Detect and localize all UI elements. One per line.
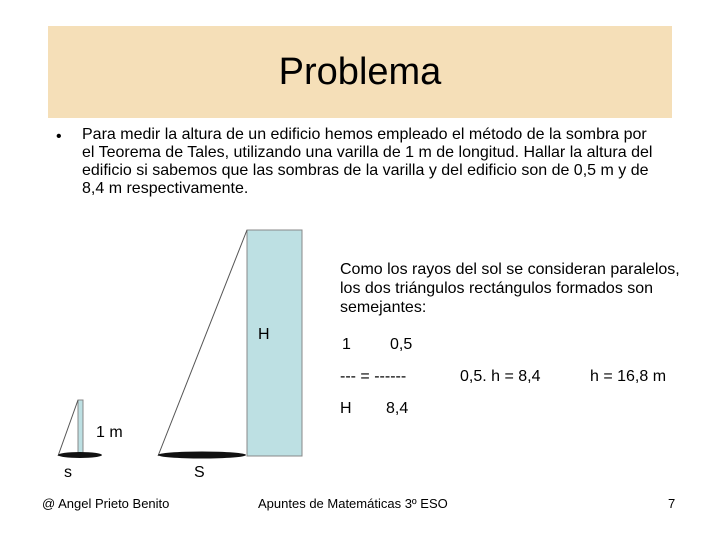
- rod-shadow-label: s: [64, 464, 72, 481]
- rod-rect: [78, 400, 83, 456]
- ratio-denominator-left: H: [340, 400, 352, 417]
- ratio-denominator-right: 8,4: [386, 400, 409, 417]
- rod-length-label: 1 m: [96, 424, 123, 441]
- equation-step-1: 0,5. h = 8,4: [460, 368, 541, 385]
- rod-sun-ray: [58, 400, 78, 456]
- ratio-numerator-left: 1: [342, 336, 351, 353]
- ratio-numerator-right: 0,5: [390, 336, 413, 353]
- bullet-dot: •: [56, 128, 62, 145]
- slide-title: Problema: [278, 51, 442, 93]
- building-rect: [247, 230, 302, 456]
- footer-author: @ Angel Prieto Benito: [42, 496, 170, 511]
- footer-page-number: 7: [668, 496, 676, 511]
- building-shadow-label: S: [194, 464, 205, 481]
- equation-result: h = 16,8 m: [590, 368, 667, 385]
- building-shadow: [158, 452, 246, 459]
- rod-shadow: [58, 452, 102, 458]
- ratio-fraction-line: --- = ------: [340, 368, 407, 385]
- building-height-label: H: [258, 326, 270, 343]
- footer-course: Apuntes de Matemáticas 3º ESO: [258, 496, 448, 511]
- problem-statement: Para medir la altura de un edificio hemos empleado el método de la sombra por el Teorema de Tales, utilizando una varilla de 1 m de longitud. Hallar la altura del edificio si sabemos que las sombras de la varilla y del edificio son de 0,5 m y de 8,4 m respectivamente.: [82, 126, 653, 197]
- building-sun-ray: [158, 230, 247, 456]
- explanation-text: Como los rayos del sol se consideran paralelos, los dos triángulos rectángulos formados son semejantes:: [340, 261, 680, 316]
